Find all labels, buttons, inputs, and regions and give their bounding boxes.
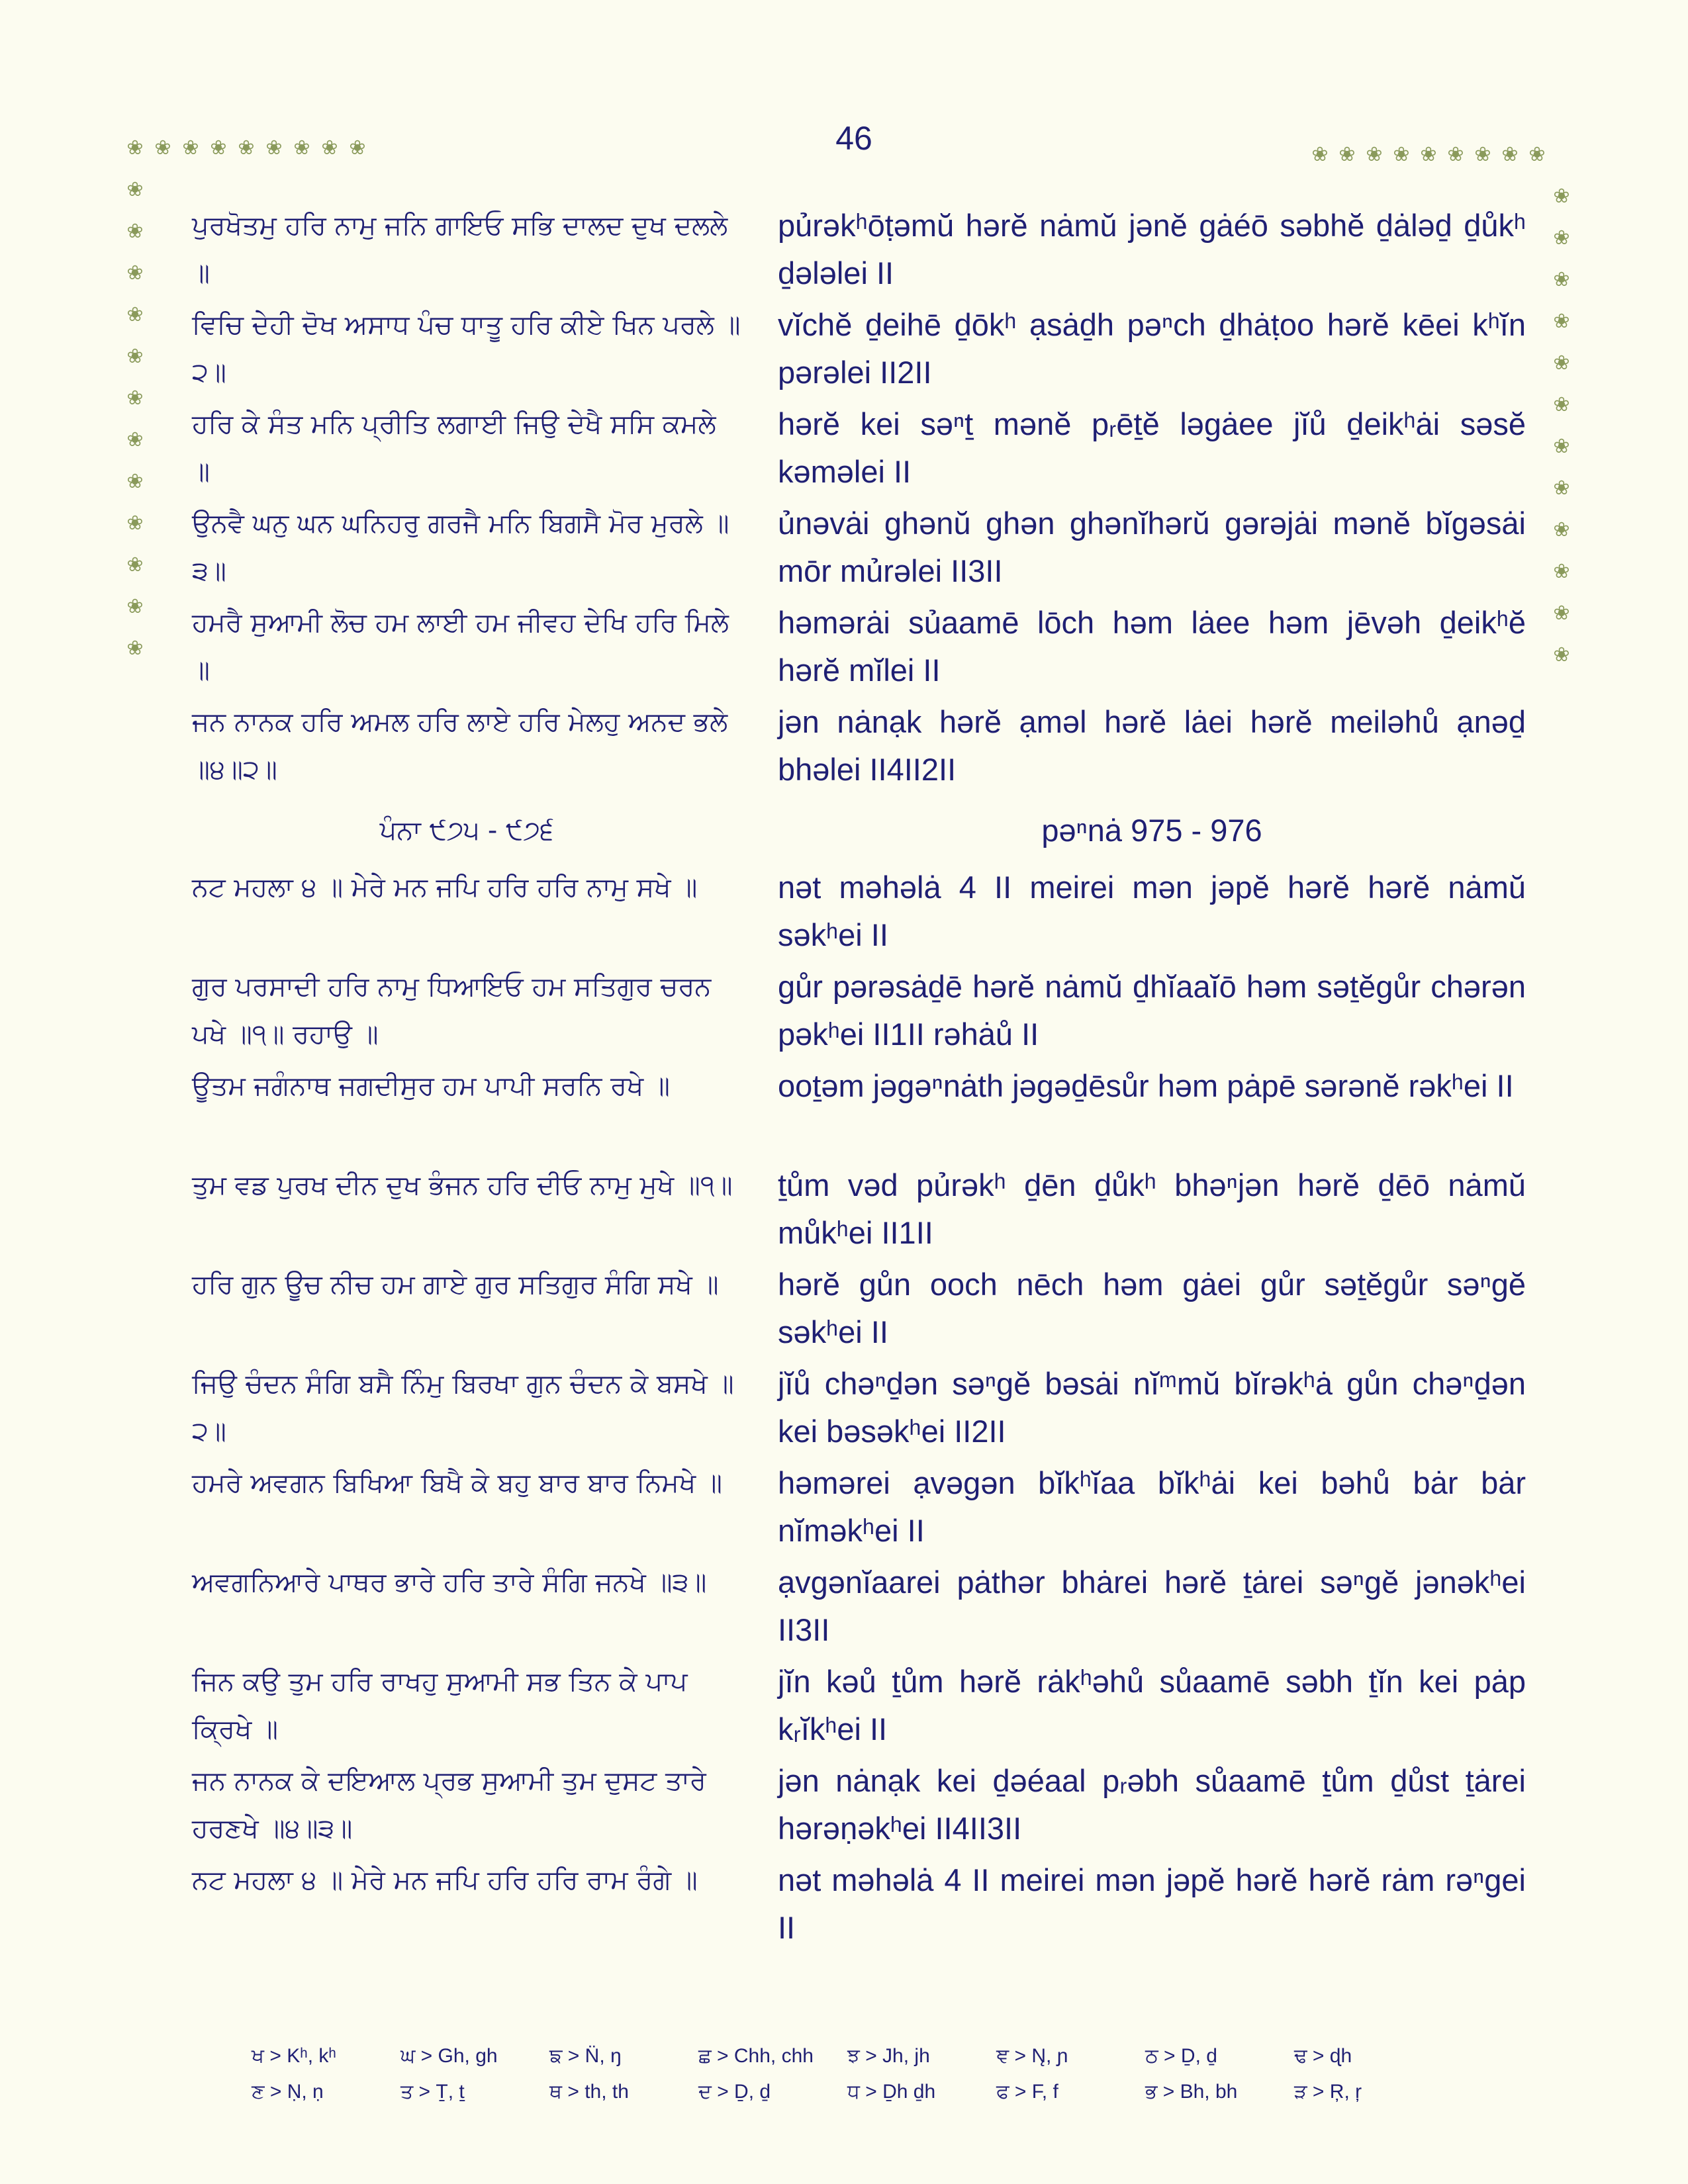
key-entry: ਖ > Kʰ, kʰ: [252, 2045, 336, 2067]
key-entry: ਦ > Ḏ, ḏ: [698, 2081, 771, 2103]
key-entry: ਝ > Jh, jh: [847, 2045, 930, 2067]
flower-icon: [1338, 146, 1356, 164]
flower-icon: [126, 139, 144, 158]
transliteration-text: jən nȧnạk hərĕ ạməl hərĕ lȧei hərĕ meiləhů ạnəḏ bhәlei II4II2II: [778, 704, 1526, 787]
gurmukhi-text: ਤੁਮ ਵਡ ਪੁਰਖ ਦੀਨ ਦੁਖ ਭੰਜਨ ਹਰਿ ਦੀਓ ਨਾਮੁ ਮੁਖੇ ॥੧॥: [192, 1170, 733, 1201]
flower-icon: [126, 598, 144, 616]
flower-icon: [1552, 396, 1571, 414]
page-reference-row: [192, 797, 1529, 864]
flower-icon: [1552, 271, 1571, 289]
flower-icon: [154, 139, 172, 158]
verse-row: [192, 864, 1529, 963]
key-entry: ਥ > th, th: [549, 2081, 629, 2103]
flower-icon: [126, 347, 144, 366]
verse-row: [192, 1856, 1529, 1956]
gurmukhi-text: ਜਨ ਨਾਨਕ ਹਰਿ ਅਮਲ ਹਰਿ ਲਾਏ ਹਰਿ ਮੇਲਹੁ ਅਨਦ ਭਲੇ ॥੪॥੨॥: [192, 707, 728, 785]
flower-icon: [265, 139, 283, 158]
flower-icon: [1474, 146, 1492, 164]
key-entry: ੜ > Ŗ, ŗ: [1294, 2081, 1362, 2103]
flower-icon: [126, 222, 144, 241]
key-row: [252, 2038, 1443, 2074]
transliteration-key: [252, 2038, 1443, 2110]
transliteration-text: nət məhəlȧ 4 II meirei mən jəpĕ hərĕ hərĕ rȧm rəⁿgei II: [778, 1862, 1526, 1945]
gurmukhi-text: ਅਵਗਨਿਆਰੇ ਪਾਥਰ ਭਾਰੇ ਹਰਿ ਤਾਰੇ ਸੰਗਿ ਜਨਖੇ ॥੩॥: [192, 1567, 707, 1598]
transliteration-text: ṯům vəd pủrəkʰ ḏēn ḏůkʰ bhəⁿjən hərĕ ḏēō nȧmŭ můkʰei II1II: [778, 1167, 1526, 1250]
transliteration-text: ooṯəm jəgəⁿnȧth jəgəḏēsůr həm pȧpē sərənĕ rəkʰei II: [778, 1068, 1514, 1103]
gurmukhi-text: ਪੁਰਖੋਤਮੁ ਹਰਿ ਨਾਮੁ ਜਨਿ ਗਾਇਓ ਸਭਿ ਦਾਲਦ ਦੁਖ ਦਲਲੇ ॥: [192, 210, 728, 289]
flower-icon: [1311, 146, 1329, 164]
verse-row: [192, 1261, 1529, 1360]
verse-row: [192, 599, 1529, 698]
key-entry: ਞ > N̨, ɲ: [996, 2045, 1068, 2067]
flower-icon: [126, 514, 144, 533]
flower-icon: [1552, 521, 1571, 539]
flower-icon: [126, 473, 144, 491]
flower-icon: [1552, 479, 1571, 498]
flower-icon: [1552, 187, 1571, 206]
flower-icon: [181, 139, 200, 158]
key-entry: ਫ > F, f: [996, 2081, 1058, 2103]
transliteration-text: nət məhəlȧ 4 II meirei mən jəpĕ hərĕ hərĕ nȧmŭ səkʰei II: [778, 870, 1526, 952]
verse-row: [192, 1559, 1529, 1658]
transliteration-text: jən nȧnạk kei ḏəéaal pᵣəbh sůaamē ṯům ḏůst ṯȧrei hərəṇəkʰei II4II3II: [778, 1763, 1526, 1846]
key-entry: ਛ > Chh, chh: [698, 2045, 814, 2067]
flower-icon: [126, 389, 144, 408]
transliteration-text: pəⁿnȧ 975 - 976: [1041, 813, 1262, 848]
flower-icon: [126, 264, 144, 283]
verse-row: [192, 400, 1529, 500]
flower-icon: [1446, 146, 1465, 164]
verse-row: [192, 1062, 1529, 1161]
gurmukhi-text: ਨਟ ਮਹਲਾ ੪ ॥ ਮੇਰੇ ਮਨ ਜਪਿ ਹਰਿ ਹਰਿ ਰਾਮ ਰੰਗੇ ॥: [192, 1865, 698, 1895]
verse-row: [192, 1757, 1529, 1856]
gurmukhi-text: ਹਰਿ ਗੁਨ ਊਚ ਨੀਚ ਹਮ ਗਾਏ ਗੁਰ ਸਤਿਗੁਰ ਸੰਗਿ ਸਖੇ ॥: [192, 1269, 719, 1300]
flower-icon: [209, 139, 228, 158]
key-entry: ਠ > Ḏ, ḏ: [1145, 2045, 1217, 2067]
key-entry: ਤ > Ṯ, ṯ: [400, 2081, 465, 2103]
gurmukhi-text: ਗੁਰ ਪਰਸਾਦੀ ਹਰਿ ਨਾਮੁ ਧਿਆਇਓ ਹਮ ਸਤਿਗੁਰ ਚਰਨ ਪਖੇ ॥੧॥ ਰਹਾਉ ॥: [192, 972, 712, 1050]
flower-icon: [1365, 146, 1383, 164]
transliteration-text: gůr pərəsȧḏē hərĕ nȧmŭ ḏhĭaaĭō həm səṯĕgůr chərən pəkʰei II1II rəhȧů II: [778, 969, 1526, 1052]
gurmukhi-text: ਨਟ ਮਹਲਾ ੪ ॥ ਮੇਰੇ ਮਨ ਜਪਿ ਹਰਿ ਹਰਿ ਨਾਮੁ ਸਖੇ ॥: [192, 872, 698, 903]
flower-icon: [1392, 146, 1411, 164]
page-number: 46: [835, 120, 872, 157]
transliteration-text: hərĕ gůn ooch nēch həm gȧei gůr səṯĕgůr səⁿgĕ səkʰei II: [778, 1267, 1526, 1349]
key-row: [252, 2074, 1443, 2110]
flower-icon: [126, 306, 144, 324]
transliteration-text: həmərei ạvəgən bĭkʰĭaa bĭkʰȧi kei bəhů bȧr bȧr nĭməkʰei II: [778, 1465, 1526, 1548]
flower-icon: [1552, 646, 1571, 664]
verse-row: [192, 202, 1529, 301]
transliteration-text: vĭchĕ ḏeihē ḏōkʰ ạsȧḏh pəⁿch ḏhȧṭoo hərĕ kēei kʰĭn pərәlei II2II: [778, 307, 1526, 390]
transliteration-text: həmərȧi sủaamē lōch həm lȧee həm jēvəh ḏeikʰĕ hərĕ mĭlei II: [778, 605, 1526, 688]
verse-row: [192, 963, 1529, 1062]
flower-icon: [126, 431, 144, 449]
gurmukhi-text: ਵਿਚਿ ਦੇਹੀ ਦੋਖ ਅਸਾਧ ਪੰਚ ਧਾਤੂ ਹਰਿ ਕੀਏ ਖਿਨ ਪਰਲੇ ॥੨॥: [192, 310, 741, 388]
transliteration-text: ạvgənĭaarei pȧthər bhȧrei hərĕ ṯȧrei səⁿgĕ jənəkʰei II3II: [778, 1565, 1526, 1647]
key-entry: ਭ > Bh, bh: [1145, 2081, 1238, 2103]
gurmukhi-text: ਉਨਵੈ ਘਨੁ ਘਨ ਘਨਿਹਰੁ ਗਰਜੈ ਮਨਿ ਬਿਗਸੈ ਮੋਰ ਮੁਰਲੇ ॥੩॥: [192, 508, 729, 586]
verse-row: [192, 1459, 1529, 1559]
flower-icon: [126, 639, 144, 658]
verse-row: [192, 1360, 1529, 1459]
verse-row: [192, 1658, 1529, 1757]
flower-icon: [126, 556, 144, 574]
flower-icon: [1552, 312, 1571, 331]
flower-icon: [1528, 146, 1546, 164]
gurmukhi-text: ਹਮਰੇ ਅਵਗਨ ਬਿਖਿਆ ਬਿਖੈ ਕੇ ਬਹੁ ਬਾਰ ਬਾਰ ਨਿਮਖੇ ॥: [192, 1468, 722, 1498]
flower-icon: [293, 139, 311, 158]
transliteration-text: jĭů chəⁿḏən səⁿgĕ bəsȧi nĭᵐmŭ bĭrəkʰȧ gůn chəⁿḏən kei bəsəkʰei II2II: [778, 1366, 1526, 1449]
key-entry: ਘ > Gh, gh: [400, 2045, 498, 2067]
gurmukhi-text: ਊਤਮ ਜਗੰਨਾਥ ਜਗਦੀਸੁਰ ਹਮ ਪਾਪੀ ਸਰਨਿ ਰਖੇ ॥: [192, 1071, 670, 1101]
verse-row: [192, 301, 1529, 400]
gurmukhi-text: ਪੰਨਾ ੯੭੫ - ੯੭੬: [379, 815, 554, 846]
gurmukhi-text: ਜਨ ਨਾਨਕ ਕੇ ਦਇਆਲ ਪ੍ਰਭ ਸੁਆਮੀ ਤੁਮ ਦੁਸਟ ਤਾਰੇ ਹਰਣਖੇ ॥੪॥੩॥: [192, 1766, 706, 1844]
flower-icon: [1552, 229, 1571, 248]
flower-icon: [1552, 354, 1571, 373]
verse-row: [192, 698, 1529, 797]
key-entry: ਣ > Ṇ, ṇ: [252, 2081, 324, 2103]
flower-icon: [1501, 146, 1519, 164]
flower-icon: [1419, 146, 1438, 164]
transliteration-text: jĭn kəů ṯům hərĕ rȧkʰəhů sůaamē səbh ṯĭn kei pȧp kᵣĭkʰei II: [778, 1664, 1526, 1747]
flower-icon: [1552, 563, 1571, 581]
verse-row: [192, 500, 1529, 599]
key-entry: ਧ > Ḏh ḏh: [847, 2081, 936, 2103]
transliteration-text: ủnəvȧi ghənŭ ghən ghənĭhərŭ gərəjȧi mənĕ bĭgəsȧi mōr mủrәlei II3II: [778, 506, 1526, 588]
gurmukhi-text: ਹਮਰੈ ਸੁਆਮੀ ਲੋਚ ਹਮ ਲਾਈ ਹਮ ਜੀਵਹ ਦੇਖਿ ਹਰਿ ਮਿਲੇ ॥: [192, 608, 729, 686]
flower-icon: [126, 181, 144, 199]
key-entry: ਢ > ɖh: [1294, 2045, 1352, 2067]
flower-icon: [320, 139, 339, 158]
flower-icon: [1552, 437, 1571, 456]
key-entry: ਙ > N̈, ŋ: [549, 2045, 622, 2067]
flower-icon: [348, 139, 367, 158]
gurmukhi-text: ਜਿਨ ਕਉ ਤੁਮ ਹਰਿ ਰਾਖਹੁ ਸੁਆਮੀ ਸਭ ਤਿਨ ਕੇ ਪਾਪ ਕ੍ਰਿਖੇ ॥: [192, 1666, 688, 1745]
verse-table: [192, 202, 1529, 1956]
flower-icon: [1552, 604, 1571, 623]
flower-icon: [237, 139, 256, 158]
transliteration-text: hərĕ kei səⁿṯ mənĕ pᵣēṯĕ ləgȧee jĭů ḏeikʰȧi səsĕ kəmәlei II: [778, 406, 1526, 489]
verse-row: [192, 1161, 1529, 1261]
transliteration-text: pủrəkʰōṭəmŭ hərĕ nȧmŭ jənĕ gȧéō səbhĕ ḏȧləḏ ḏůkʰ ḏəlәlei II: [778, 208, 1526, 291]
gurmukhi-text: ਹਰਿ ਕੇ ਸੰਤ ਮਨਿ ਪ੍ਰੀਤਿ ਲਗਾਈ ਜਿਉ ਦੇਖੈ ਸਸਿ ਕਮਲੇ ॥: [192, 409, 716, 487]
gurmukhi-text: ਜਿਉ ਚੰਦਨ ਸੰਗਿ ਬਸੈ ਨਿੰਮੁ ਬਿਰਖਾ ਗੁਨ ਚੰਦਨ ਕੇ ਬਸਖੇ ॥੨॥: [192, 1369, 734, 1447]
